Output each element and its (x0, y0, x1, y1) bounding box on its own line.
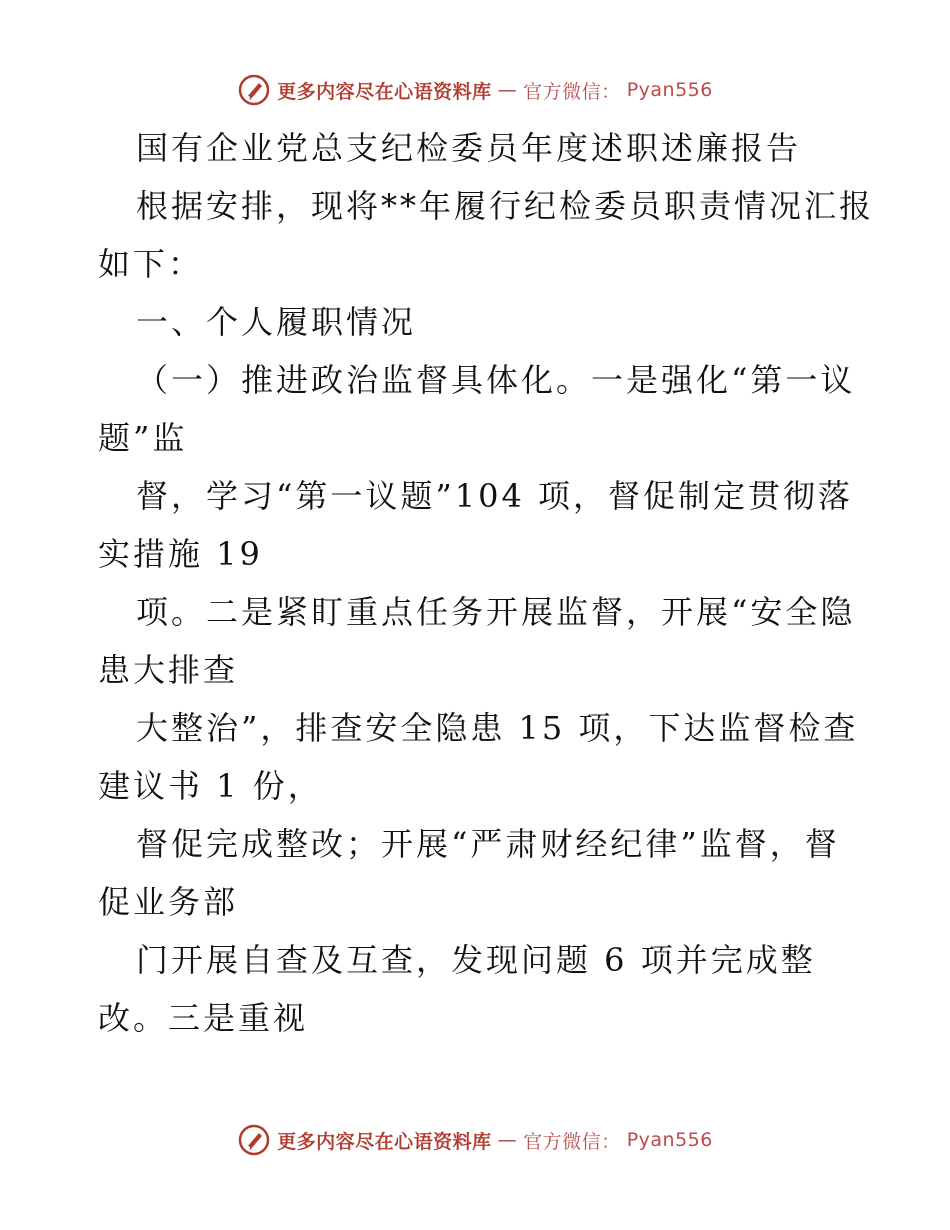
watermark-contact-label: 官方微信： (523, 1130, 621, 1153)
paragraph-line: 如下： (98, 245, 204, 283)
paragraph-line: 改。三是重视 (98, 999, 309, 1037)
watermark-wechat-id: Pyan556 (626, 1129, 713, 1151)
paragraph-line: 题”监 (98, 419, 188, 457)
watermark-title: 更多内容尽在心语资料库 (277, 80, 492, 103)
watermark-contact-label: 官方微信： (523, 80, 621, 103)
paragraph-line: （一）推进政治监督具体化。一是强化“第一议 (136, 361, 856, 399)
watermark-title: 更多内容尽在心语资料库 (277, 1130, 492, 1153)
paragraph-line: 门开展自查及互查，发现问题 6 项并完成整 (136, 941, 816, 979)
paragraph-line: 项。二是紧盯重点任务开展监督，开展“安全隐 (136, 593, 856, 631)
pen-logo-icon (237, 1123, 271, 1157)
paragraph-line: 建议书 1 份， (98, 767, 323, 805)
watermark-wechat-id: Pyan556 (626, 79, 713, 101)
paragraph-line: 督，学习“第一议题”104 项，督促制定贯彻落 (136, 477, 853, 515)
document-title: 国有企业党总支纪检委员年度述职述廉报告 (136, 129, 802, 167)
paragraph-line: 督促完成整改；开展“严肃财经纪律”监督，督 (136, 825, 840, 863)
watermark-dash: — (497, 1129, 518, 1151)
footer-watermark (0, 1122, 950, 1158)
pen-logo-icon (237, 73, 271, 107)
header-watermark (0, 72, 950, 108)
paragraph-line: 根据安排，现将**年履行纪检委员职责情况汇报 (136, 187, 875, 225)
section-heading: 一、个人履职情况 (136, 303, 417, 341)
paragraph-line: 实措施 19 (98, 535, 263, 573)
paragraph-line: 大整治”，排查安全隐患 15 项，下达监督检查 (136, 709, 859, 747)
paragraph-line: 患大排查 (98, 651, 239, 689)
watermark-dash: — (497, 79, 518, 101)
paragraph-line: 促业务部 (98, 883, 239, 921)
